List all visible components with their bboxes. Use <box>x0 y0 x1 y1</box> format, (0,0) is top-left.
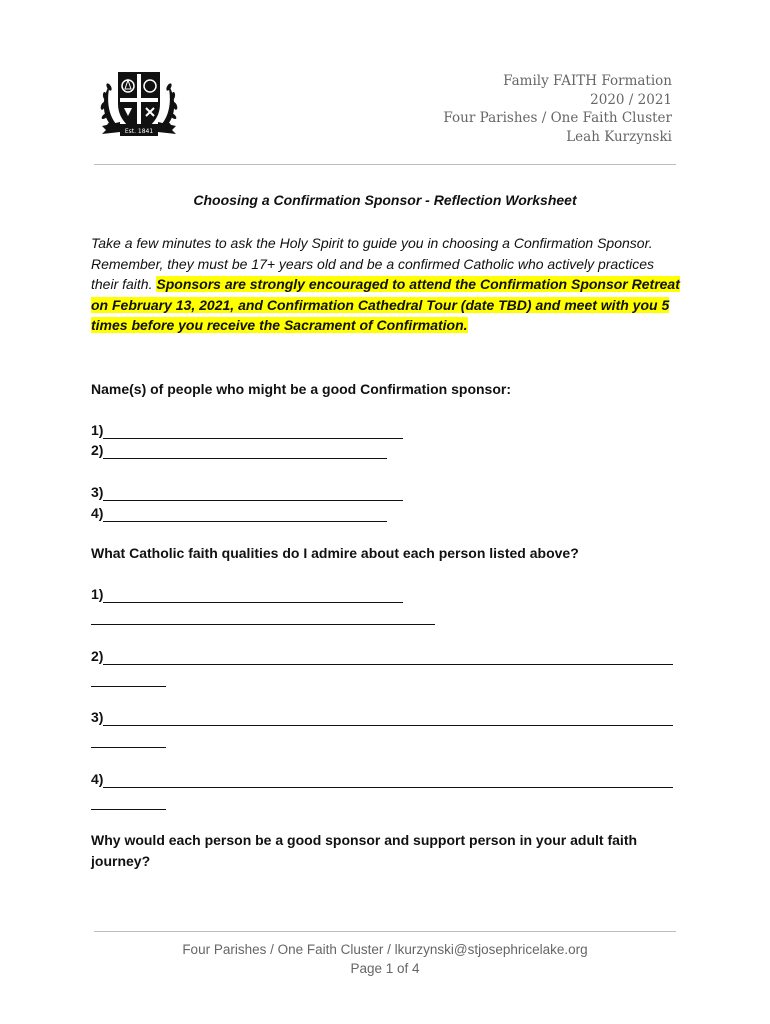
school-year: 2020 / 2021 <box>590 91 672 108</box>
document-header <box>443 72 672 146</box>
author-name: Leah Kurzynski <box>566 128 672 145</box>
logo-banner-text: Est. 1841 <box>124 128 154 135</box>
qualities-line-1[interactable] <box>91 585 403 603</box>
blank-line[interactable] <box>91 795 166 810</box>
footer-contact: Four Parishes / One Faith Cluster / lkurzynski@stjosephricelake.org <box>182 942 588 957</box>
blank-line[interactable] <box>103 424 403 439</box>
parish-cluster-logo <box>96 64 182 144</box>
question-faith-qualities: What Catholic faith qualities do I admire about each person listed above? <box>91 545 579 561</box>
intro-highlighted-text: Sponsors are strongly encouraged to attend the Confirmation Sponsor Retreat on February 13, 2021, and Confirmation Cathedral Tour (date TBD) and meet with you 5 times before you receive the Sacrament of Confirmation. <box>91 276 680 334</box>
item-number: 1) <box>91 422 104 438</box>
item-number: 3) <box>91 484 104 500</box>
blank-line[interactable] <box>103 486 403 501</box>
blank-line[interactable] <box>91 733 166 748</box>
blank-line[interactable] <box>103 711 673 726</box>
blank-line[interactable] <box>103 507 387 522</box>
qualities-line-4[interactable] <box>91 770 673 788</box>
sponsor-name-line-3[interactable] <box>91 483 403 501</box>
page-number: Page 1 of 4 <box>350 961 420 976</box>
blank-line[interactable] <box>91 610 435 625</box>
blank-line[interactable] <box>103 650 673 665</box>
sponsor-name-line-2[interactable] <box>91 441 387 459</box>
qualities-line-2-continued[interactable] <box>91 669 166 687</box>
question-why-good-sponsor: Why would each person be a good sponsor and support person in your adult faith journey? <box>91 832 638 869</box>
item-number: 3) <box>91 709 104 725</box>
item-number: 2) <box>91 442 104 458</box>
question-sponsor-names: Name(s) of people who might be a good Confirmation sponsor: <box>91 381 511 397</box>
item-number: 4) <box>91 771 104 787</box>
qualities-line-2[interactable] <box>91 647 673 665</box>
item-number: 1) <box>91 586 104 602</box>
blank-line[interactable] <box>103 444 387 459</box>
intro-paragraph <box>91 233 681 336</box>
sponsor-name-line-1[interactable] <box>91 421 403 439</box>
item-number: 4) <box>91 505 104 521</box>
blank-line[interactable] <box>91 672 166 687</box>
program-name: Family FAITH Formation <box>503 73 672 89</box>
blank-line[interactable] <box>103 588 403 603</box>
qualities-line-1-continued[interactable] <box>91 607 435 625</box>
qualities-line-3-continued[interactable] <box>91 730 166 748</box>
header-divider <box>94 164 676 165</box>
footer-divider <box>94 931 676 932</box>
worksheet-title: Choosing a Confirmation Sponsor - Reflection Worksheet <box>193 192 577 208</box>
blank-line[interactable] <box>103 773 673 788</box>
sponsor-name-line-4[interactable] <box>91 504 387 522</box>
cluster-name: Four Parishes / One Faith Cluster <box>443 110 672 126</box>
qualities-line-3[interactable] <box>91 708 673 726</box>
qualities-line-4-continued[interactable] <box>91 792 166 810</box>
item-number: 2) <box>91 648 104 664</box>
intro-text: Take a few minutes to ask the Holy Spirit to guide you in choosing a Confirmation Sponsor. Remember, they must be 17+ years old and be a confirmed Catholic who actively practices their faith. <box>91 235 655 293</box>
